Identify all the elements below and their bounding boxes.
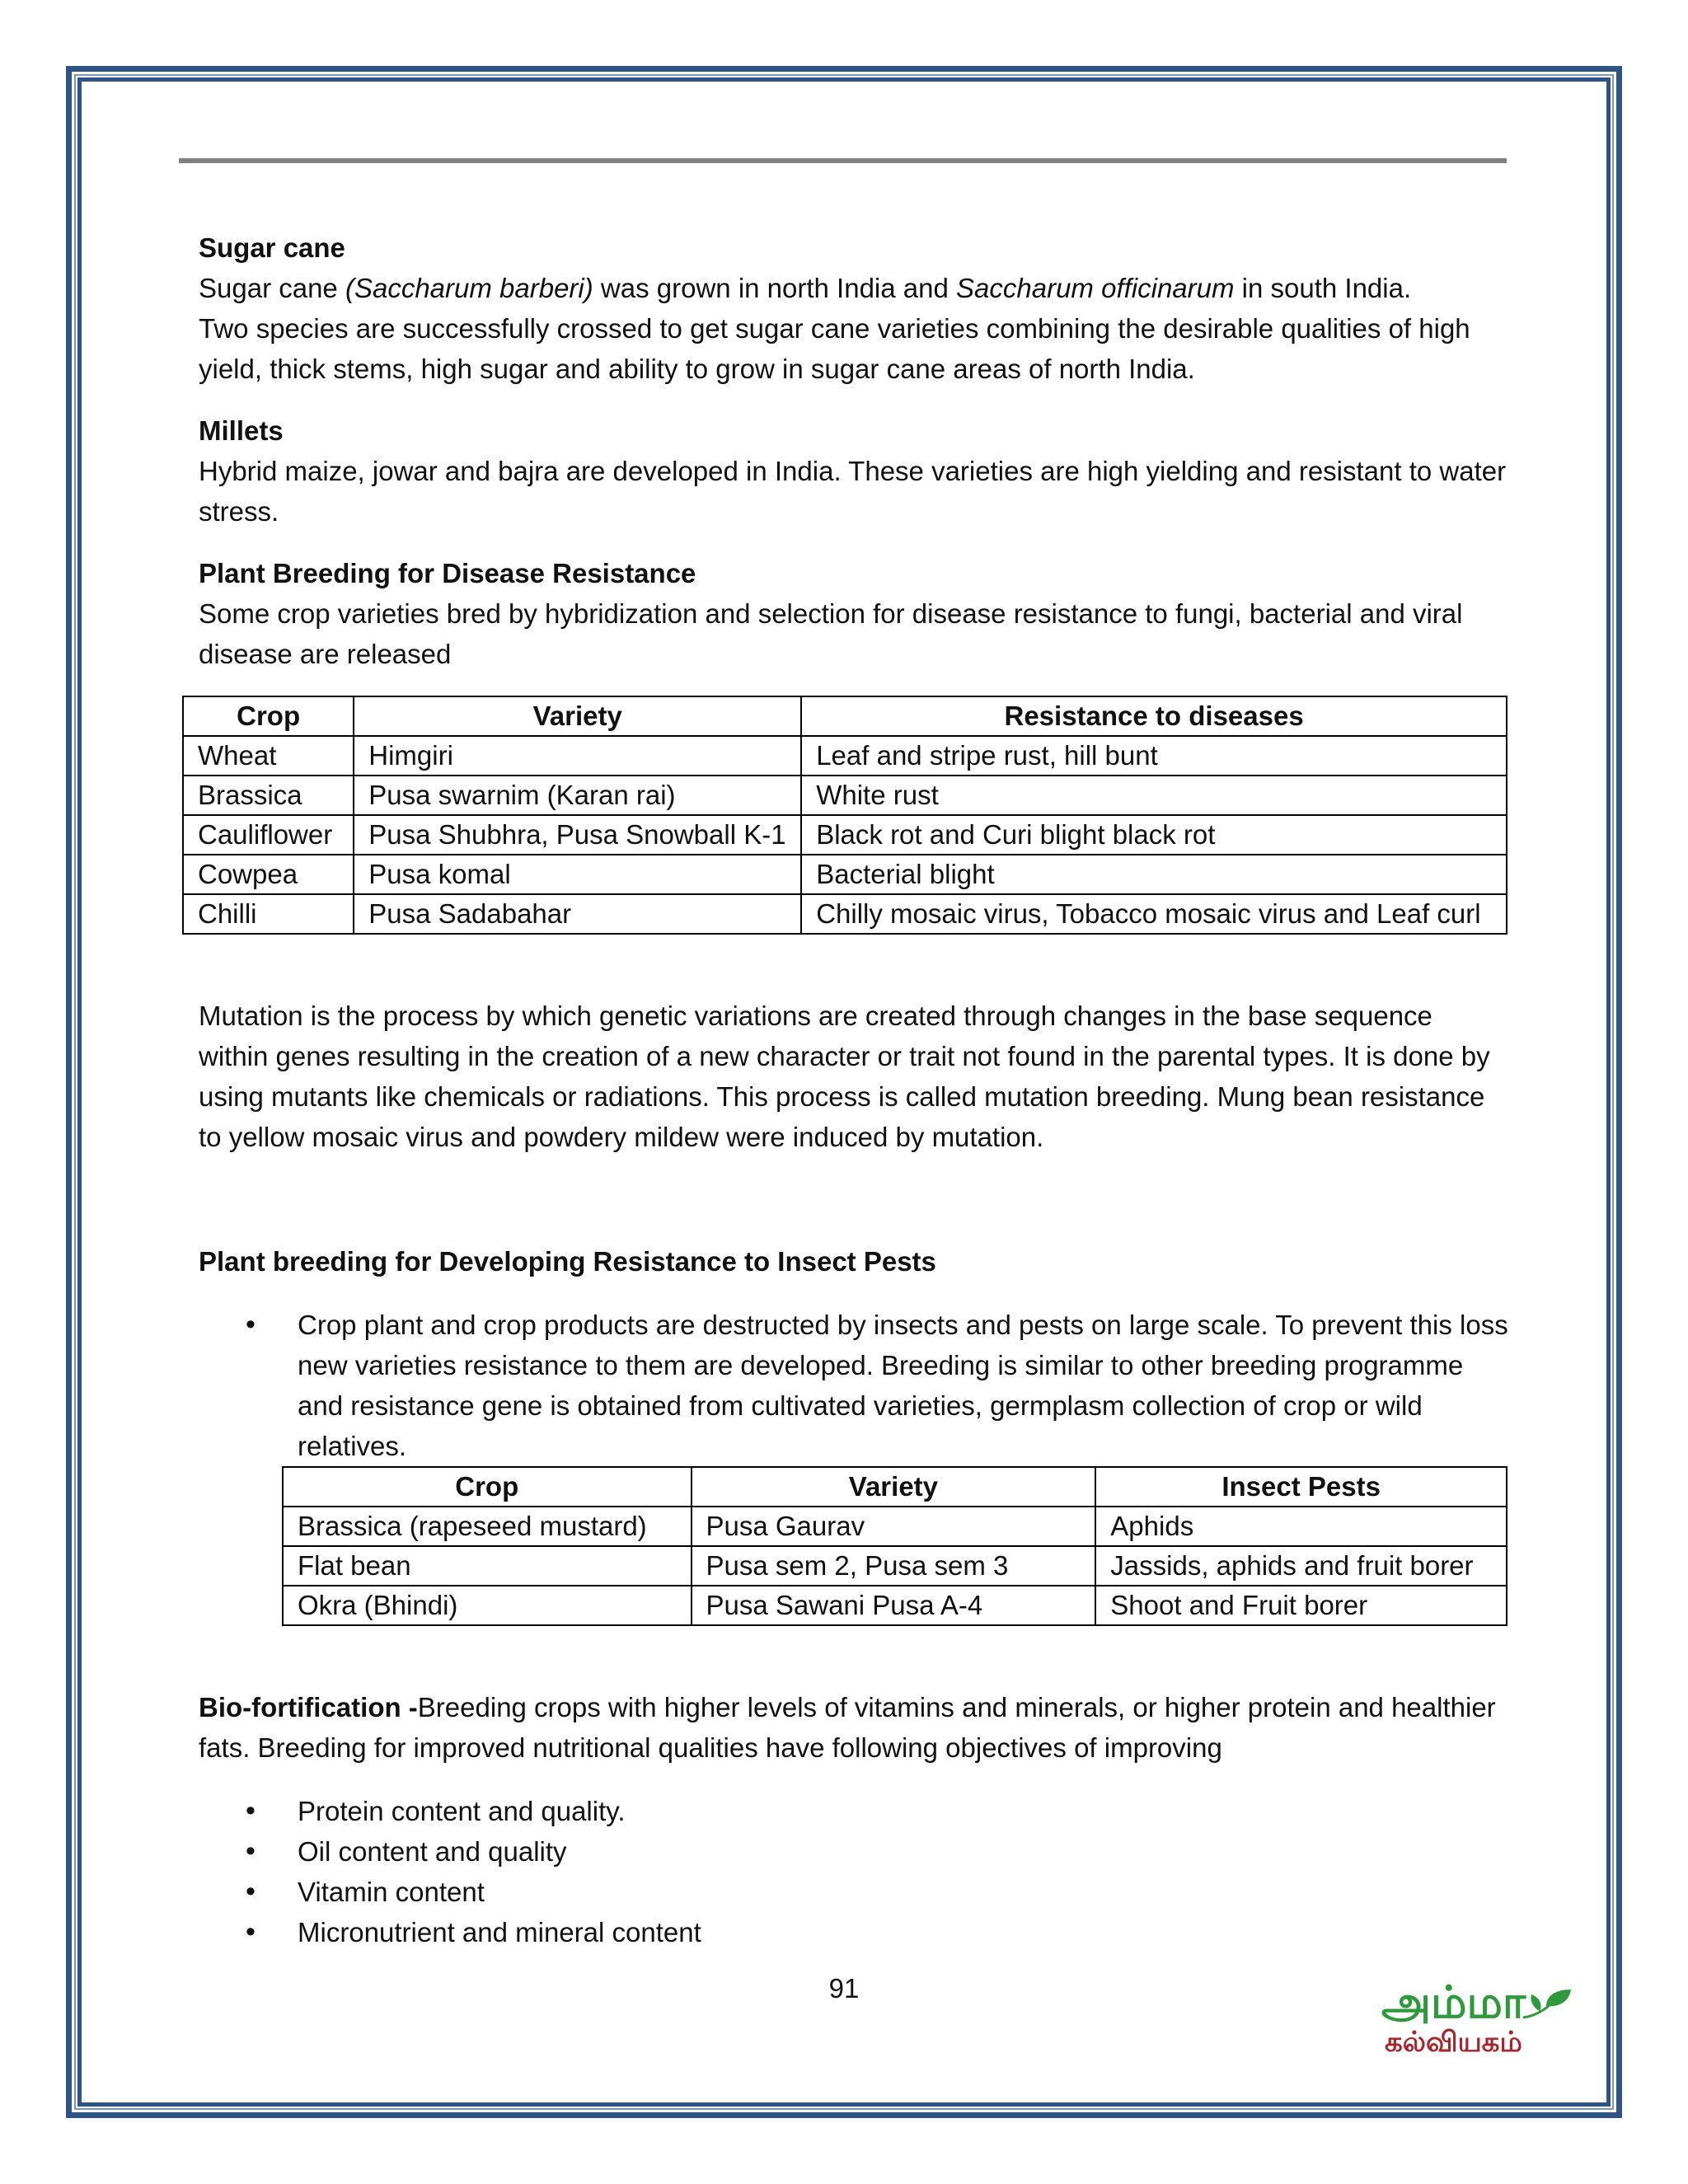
table-cell: Bacterial blight [801,855,1507,894]
header-rule [179,158,1507,163]
column-header: Crop [183,696,354,736]
species-name: Saccharum officinarum [956,273,1235,303]
table-header-row [283,1467,1507,1507]
table-row [283,1586,1507,1625]
table-cell: Pusa swarnim (Karan rai) [354,776,801,815]
logo-line2: கல்வியகம் [1385,2027,1522,2058]
table-cell: White rust [801,776,1507,815]
list-item: • Crop plant and crop products are destructed by insects and pests on large scale. To prevent this loss new varieties resistance to them are developed. Breeding is similar to other breeding programme and resistance gene is obtained from cultivated varieties, germplasm collection of crop or wild relatives. [199,1305,1509,1466]
disease-paragraph: Some crop varieties bred by hybridization and selection for disease resistance to fungi, bacterial and viral disease are released [199,598,1463,669]
table-cell: Aphids [1095,1507,1507,1546]
text-run: Sugar cane [199,273,345,303]
page-number: 91 [828,1973,860,2004]
column-header: Resistance to diseases [801,696,1507,736]
table-cell: Jassids, aphids and fruit borer [1095,1546,1507,1586]
table-cell: Pusa Shubhra, Pusa Snowball K-1 [354,815,801,855]
table-row [283,1507,1507,1546]
page-content [199,227,1509,1952]
table-row [283,1546,1507,1586]
amma-kalviyagam-logo [1381,1980,1579,2070]
species-name: (Saccharum barberi) [345,273,593,303]
table-cell: Chilly mosaic virus, Tobacco mosaic virus and Leaf curl [801,894,1507,934]
table-cell: Pusa Gaurav [692,1507,1096,1546]
column-header: Insect Pests [1095,1467,1507,1507]
table-cell: Cowpea [183,855,354,894]
table-cell: Himgiri [354,736,801,776]
logo-line1: அம்மா [1381,1978,1526,2027]
table-cell: Brassica (rapeseed mustard) [283,1507,692,1546]
table-row [183,736,1507,776]
sugarcane-paragraph: Two species are successfully crossed to get sugar cane varieties combining the desirable qualities of high yield, thick stems, high sugar and ability to grow in sugar cane areas of north India. [199,313,1470,384]
disease-resistance-table [182,696,1507,935]
table-cell: Pusa sem 2, Pusa sem 3 [692,1546,1096,1586]
table-cell: Flat bean [283,1546,692,1586]
text-run: in south India. [1234,273,1412,303]
table-cell: Black rot and Curi blight black rot [801,815,1507,855]
text-run: Breeding crops with higher levels of vitamins and minerals, or higher protein and healthier fats. Breeding for improved nutritional qualities have following objectives of improving [199,1692,1496,1763]
list-item: • Oil content and quality [199,1831,1509,1872]
mutation-paragraph: Mutation is the process by which genetic variations are created through changes in the base sequence within genes resulting in the creation of a new character or trait not found in the parental types. It is done by using mutants like chemicals or radiations. This process is called mutation breeding. Mung bean resistance to yellow mosaic virus and powdery mildew were induced by mutation. [199,1001,1490,1152]
insect-resistance-table [282,1466,1507,1626]
list-item: • Vitamin content [199,1872,1509,1912]
leaf-icon [1522,1988,1573,2021]
list-item: • Protein content and quality. [199,1791,1509,1831]
table-cell: Wheat [183,736,354,776]
table-cell: Pusa Sawani Pusa A-4 [692,1586,1096,1625]
biofortification-paragraph [199,1687,1509,1768]
column-header: Variety [354,696,801,736]
table-cell: Pusa komal [354,855,801,894]
table-cell: Chilli [183,894,354,934]
table-cell: Brassica [183,776,354,815]
table-cell: Cauliflower [183,815,354,855]
table-row [183,776,1507,815]
millets-heading: Millets [199,415,284,446]
sugarcane-heading: Sugar cane [199,232,345,263]
text-run: was grown in north India and [593,273,957,303]
table-cell: Pusa Sadabahar [354,894,801,934]
table-cell: Shoot and Fruit borer [1095,1586,1507,1625]
biofortification-heading: Bio-fortification - [199,1692,418,1722]
list-item: • Micronutrient and mineral content [199,1912,1509,1952]
biofortification-list [199,1791,1509,1952]
table-row [183,855,1507,894]
column-header: Crop [283,1467,692,1507]
millets-paragraph: Hybrid maize, jowar and bajra are developed in India. These varieties are high yielding and resistant to water stress. [199,456,1507,527]
table-row [183,894,1507,934]
column-header: Variety [692,1467,1096,1507]
table-header-row [183,696,1507,736]
sugarcane-line1 [199,268,1509,308]
insect-heading: Plant breeding for Developing Resistance to Insect Pests [199,1246,936,1277]
table-cell: Leaf and stripe rust, hill bunt [801,736,1507,776]
disease-heading: Plant Breeding for Disease Resistance [199,558,696,588]
table-cell: Okra (Bhindi) [283,1586,692,1625]
insect-bullet-list [199,1305,1509,1466]
table-row [183,815,1507,855]
